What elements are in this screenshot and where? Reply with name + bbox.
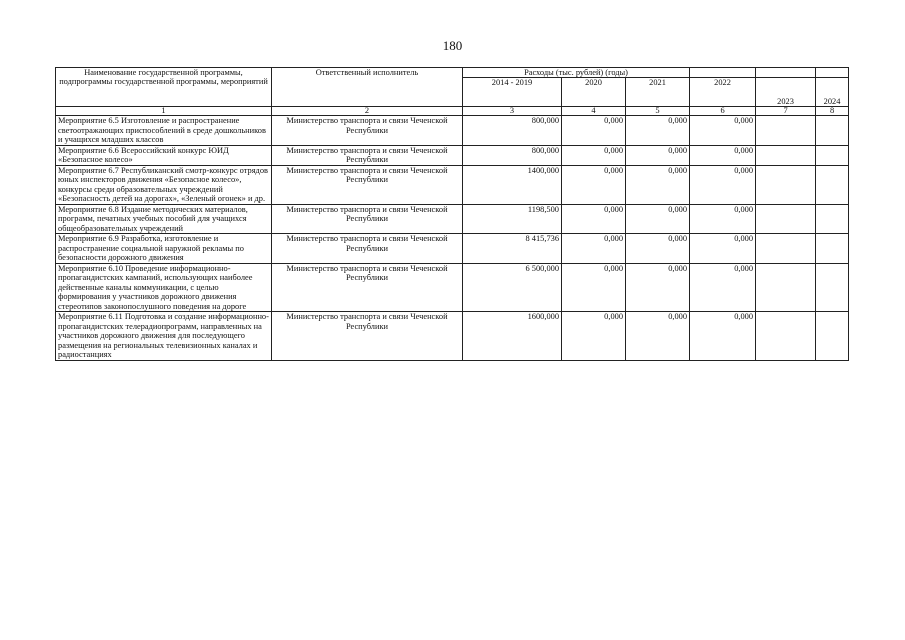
table-row: [56, 234, 849, 263]
expense-value: 800,000: [463, 145, 562, 165]
expense-value: 800,000: [463, 116, 562, 145]
responsible-executor: Министерство транспорта и связи Чеченской Республики: [272, 116, 463, 145]
responsible-executor: Министерство транспорта и связи Чеченской Республики: [272, 145, 463, 165]
expense-value: 0,000: [562, 204, 626, 233]
expense-value: [816, 312, 849, 360]
responsible-executor: Министерство транспорта и связи Чеченской Республики: [272, 165, 463, 204]
expense-value: [756, 263, 816, 311]
expense-value: [756, 116, 816, 145]
activity-name: Мероприятие 6.11 Подготовка и создание информационно-пропагандистских телерадиопрограмм, направленных на участников дорожного движения для последующего размещения на региональных телевизионных каналах и радиостанциях: [56, 312, 272, 360]
activity-name: Мероприятие 6.8 Издание методических материалов, программ, печатных учебных пособий для учащихся общеобразовательных учреждений: [56, 204, 272, 233]
expense-value: [756, 204, 816, 233]
header-blank-cell: [816, 68, 849, 78]
expense-value: [816, 263, 849, 311]
header-year-2023: 2023: [756, 78, 816, 107]
header-blank-cell: [756, 68, 816, 78]
expense-value: [756, 165, 816, 204]
expense-value: 0,000: [626, 116, 690, 145]
expense-value: 0,000: [690, 145, 756, 165]
expense-value: 0,000: [690, 263, 756, 311]
column-number: 4: [562, 107, 626, 116]
expense-value: [816, 145, 849, 165]
expense-value: [756, 234, 816, 263]
responsible-executor: Министерство транспорта и связи Чеченской Республики: [272, 234, 463, 263]
expense-value: [816, 116, 849, 145]
table-row: [56, 312, 849, 360]
header-year-2024: 2024: [816, 78, 849, 107]
activity-name: Мероприятие 6.6 Всероссийский конкурс ЮИД «Безопасное колесо»: [56, 145, 272, 165]
expense-value: 0,000: [626, 312, 690, 360]
header-year-2020: 2020: [562, 78, 626, 107]
header-blank-cell: [690, 68, 756, 78]
expense-value: 0,000: [626, 263, 690, 311]
table-row: [56, 116, 849, 145]
expense-value: 0,000: [690, 312, 756, 360]
expense-value: [756, 145, 816, 165]
expense-value: 0,000: [626, 234, 690, 263]
header-year-2014-2019: 2014 - 2019: [463, 78, 562, 107]
page-number: 180: [442, 38, 463, 53]
activity-name: Мероприятие 6.10 Проведение информационно-пропагандистских кампаний, использующих наиболее действенные каналы коммуникации, с целью формирования у участников дорожного движения стереотипов законопослушного поведения на дороге: [56, 263, 272, 311]
table-row: [56, 165, 849, 204]
activity-name: Мероприятие 6.7 Республиканский смотр-конкурс отрядов юных инспекторов движения «Безопасное колесо», конкурсы среди образовательных учреждений «Безопасность детей на дорогах», «Зеленый огонек» и др.: [56, 165, 272, 204]
expense-value: 0,000: [626, 204, 690, 233]
expense-value: 0,000: [562, 234, 626, 263]
responsible-executor: Министерство транспорта и связи Чеченской Республики: [272, 312, 463, 360]
header-executor-column: Ответственный исполнитель: [272, 68, 463, 107]
expenses-table: [55, 67, 849, 361]
responsible-executor: Министерство транспорта и связи Чеченской Республики: [272, 204, 463, 233]
expense-value: 8 415,736: [463, 234, 562, 263]
expense-value: 6 500,000: [463, 263, 562, 311]
expense-value: [816, 234, 849, 263]
column-number: 6: [690, 107, 756, 116]
expense-value: 0,000: [626, 165, 690, 204]
header-expenses-title: Расходы (тыс. рублей) (годы): [463, 68, 690, 78]
table-row: [56, 263, 849, 311]
header-year-2021: 2021: [626, 78, 690, 107]
header-year-2022: 2022: [690, 78, 756, 107]
expense-value: 0,000: [562, 165, 626, 204]
column-number: 3: [463, 107, 562, 116]
expense-value: 0,000: [690, 165, 756, 204]
column-number: 8: [816, 107, 849, 116]
expense-value: 0,000: [562, 116, 626, 145]
activity-name: Мероприятие 6.5 Изготовление и распространение светоотражающих приспособлений в среде дошкольников и учащихся младших классов: [56, 116, 272, 145]
expense-value: 0,000: [626, 145, 690, 165]
column-number: 2: [272, 107, 463, 116]
expense-value: 0,000: [690, 234, 756, 263]
expense-value: 0,000: [562, 263, 626, 311]
responsible-executor: Министерство транспорта и связи Чеченской Республики: [272, 263, 463, 311]
table-row: [56, 204, 849, 233]
expense-value: 1600,000: [463, 312, 562, 360]
expense-value: 0,000: [690, 116, 756, 145]
expense-value: [816, 204, 849, 233]
activity-name: Мероприятие 6.9 Разработка, изготовление и распространение социальной наружной рекламы по безопасности дорожного движения: [56, 234, 272, 263]
column-number: 5: [626, 107, 690, 116]
column-number-row: [56, 107, 849, 116]
expense-value: 0,000: [562, 145, 626, 165]
expense-value: 1198,500: [463, 204, 562, 233]
expense-value: 0,000: [562, 312, 626, 360]
table-row: [56, 145, 849, 165]
header-name-column: Наименование государственной программы, подпрограммы государственной программы, мероприятий: [56, 68, 272, 107]
expense-value: 0,000: [690, 204, 756, 233]
expense-value: 1400,000: [463, 165, 562, 204]
expense-value: [816, 165, 849, 204]
column-number: 1: [56, 107, 272, 116]
expense-value: [756, 312, 816, 360]
column-number: 7: [756, 107, 816, 116]
